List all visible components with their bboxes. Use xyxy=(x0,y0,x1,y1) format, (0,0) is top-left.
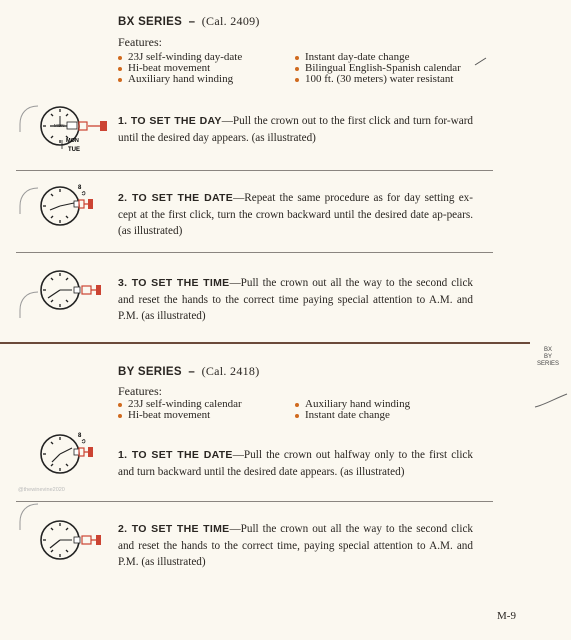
step-heading: 3. TO SET THE TIME xyxy=(118,277,230,289)
list-item: Hi-beat movement xyxy=(116,63,286,74)
by-features-right xyxy=(293,399,503,421)
pencil-mark-icon xyxy=(474,56,488,66)
by-caliber: (Cal. 2418) xyxy=(201,364,260,378)
section-divider xyxy=(16,252,493,253)
step-heading: 1. TO SET THE DAY xyxy=(118,115,222,127)
dial-day-label: MON xyxy=(66,138,79,144)
by-title-text: BY SERIES xyxy=(118,366,182,378)
watch-dial-date-icon xyxy=(36,180,114,230)
svg-text:MON: MON xyxy=(54,123,65,128)
dial-day-label: TUE xyxy=(68,147,80,153)
dial-date-label: 8 xyxy=(78,185,82,191)
bx-caliber: (Cal. 2409) xyxy=(201,14,260,28)
list-item: Auxiliary hand winding xyxy=(116,74,286,85)
side-tab-line: BY xyxy=(543,354,552,360)
step-heading: 2. TO SET THE DATE xyxy=(118,192,234,204)
bx-features-label: Features: xyxy=(118,35,162,49)
by-title-dash: – xyxy=(188,366,196,378)
bx-title-dash: – xyxy=(188,16,196,28)
list-item: Hi-beat movement xyxy=(116,410,286,421)
by-step-set-time xyxy=(118,521,473,571)
step-body: —Pull the crown out all the way to the second click and reset the hands to the correct time, paying special attention to A.M. and P.M. (as illustrated) xyxy=(118,523,473,568)
list-item: Instant day-date change xyxy=(293,52,503,63)
bx-title-text: BX SERIES xyxy=(118,16,183,28)
by-step-set-date xyxy=(118,447,473,480)
bx-series-title xyxy=(118,14,260,29)
bx-step-set-date xyxy=(118,190,473,240)
series-divider xyxy=(0,342,530,344)
step-body: —Repeat the same procedure as for day setting ex-cept at the first click, turn the crown backward until the desired date ap-pears. (as illustrated) xyxy=(118,192,473,237)
by-series-title xyxy=(118,364,260,379)
side-tab xyxy=(528,347,568,368)
bx-step-set-day xyxy=(118,113,473,146)
list-item: Instant date change xyxy=(293,410,503,421)
pencil-mark-icon xyxy=(534,393,568,409)
step-body: —Pull the crown out to the first click and turn for-ward until the desired day appears. (as illustrated) xyxy=(118,115,474,144)
watch-dial-day-icon xyxy=(36,104,114,154)
step-heading: 2. TO SET THE TIME xyxy=(118,523,230,535)
step-heading: 1. TO SET THE DATE xyxy=(118,449,233,461)
by-features-label: Features: xyxy=(118,384,162,398)
list-item: Bilingual English-Spanish calendar xyxy=(293,63,503,74)
watermark: @thewinevine2020 xyxy=(18,487,65,493)
watch-dial-date-icon xyxy=(36,428,114,478)
section-divider xyxy=(16,501,493,502)
list-item: 100 ft. (30 meters) water resistant xyxy=(293,74,503,85)
by-features-left xyxy=(116,399,286,421)
bx-features-right xyxy=(293,52,503,85)
side-tab-line: BX xyxy=(543,347,552,353)
page-number: M-9 xyxy=(497,610,516,622)
step-body: —Pull the crown out all the way to the second click and reset the hands to the correct time paying special attention to A.M. and P.M. (as illustrated) xyxy=(118,277,473,322)
bx-features-left xyxy=(116,52,286,85)
step-body: —Pull the crown out halfway only to the first click and turn backward until the desired date appears. (as illustrated) xyxy=(118,449,473,478)
watch-dial-time-icon xyxy=(36,516,114,566)
bx-step-set-time xyxy=(118,275,473,325)
side-tab-line: SERIES xyxy=(536,361,559,367)
section-divider xyxy=(16,170,493,171)
list-item: 23J self-winding day-date xyxy=(116,52,286,63)
watch-dial-time-icon xyxy=(36,266,114,316)
list-item: Auxiliary hand winding xyxy=(293,399,503,410)
dial-date-label: 8 xyxy=(78,433,82,439)
list-item: 23J self-winding calendar xyxy=(116,399,286,410)
